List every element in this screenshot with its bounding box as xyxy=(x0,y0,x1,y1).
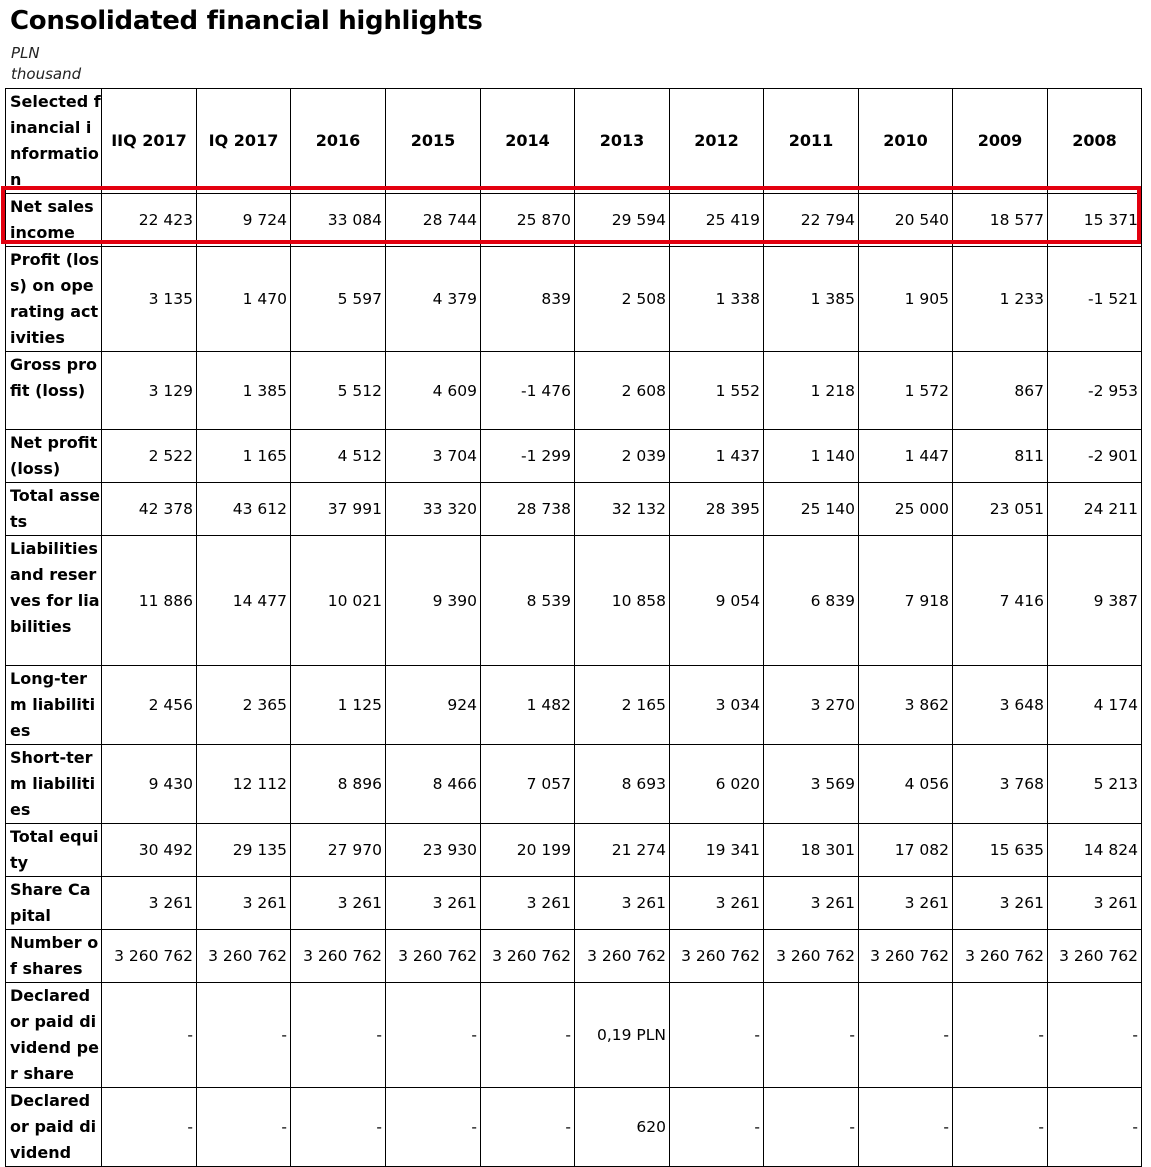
total-equity-row xyxy=(6,824,1142,877)
table-cell: -2 953 xyxy=(1048,352,1142,430)
table-cell: 3 260 762 xyxy=(102,930,197,983)
table-cell: 811 xyxy=(953,430,1048,483)
table-cell: 33 320 xyxy=(386,483,481,536)
table-cell: 9 430 xyxy=(102,745,197,824)
table-cell: 43 612 xyxy=(197,483,291,536)
table-cell: 18 577 xyxy=(953,194,1048,247)
table-cell: 32 132 xyxy=(575,483,670,536)
table-cell: - xyxy=(764,983,859,1088)
table-cell: 2 608 xyxy=(575,352,670,430)
table-cell: 2 039 xyxy=(575,430,670,483)
row-label: Declared or paid dividend per share xyxy=(6,983,102,1088)
table-cell: 3 260 762 xyxy=(386,930,481,983)
table-cell: 33 084 xyxy=(291,194,386,247)
row-label: Share Capital xyxy=(6,877,102,930)
table-cell: 1 385 xyxy=(197,352,291,430)
table-cell: 9 390 xyxy=(386,536,481,666)
table-cell: 3 261 xyxy=(575,877,670,930)
table-cell: 12 112 xyxy=(197,745,291,824)
table-cell: 29 135 xyxy=(197,824,291,877)
table-cell: 620 xyxy=(575,1088,670,1167)
row-label: Total assets xyxy=(6,483,102,536)
table-cell: 3 260 762 xyxy=(291,930,386,983)
table-cell: - xyxy=(291,983,386,1088)
table-cell: 42 378 xyxy=(102,483,197,536)
dividend-row xyxy=(6,1088,1142,1167)
table-cell: 2 508 xyxy=(575,247,670,352)
share-capital-row xyxy=(6,877,1142,930)
table-cell: - xyxy=(386,983,481,1088)
table-cell: 37 991 xyxy=(291,483,386,536)
table-cell: 3 261 xyxy=(481,877,575,930)
table-cell: 4 056 xyxy=(859,745,953,824)
table-cell: 1 140 xyxy=(764,430,859,483)
table-cell: - xyxy=(764,1088,859,1167)
number-of-shares-row xyxy=(6,930,1142,983)
row-label: Gross profit (loss) xyxy=(6,352,102,430)
table-cell: 7 057 xyxy=(481,745,575,824)
table-cell: 17 082 xyxy=(859,824,953,877)
table-cell: 28 738 xyxy=(481,483,575,536)
table-cell: 1 125 xyxy=(291,666,386,745)
table-cell: 3 704 xyxy=(386,430,481,483)
table-cell: 1 482 xyxy=(481,666,575,745)
table-cell: 3 260 762 xyxy=(1048,930,1142,983)
table-cell: - xyxy=(670,983,764,1088)
table-cell: 6 020 xyxy=(670,745,764,824)
table-cell: 3 261 xyxy=(953,877,1048,930)
row-label: Net sales income xyxy=(6,194,102,247)
table-cell: 3 260 762 xyxy=(859,930,953,983)
table-cell: 28 744 xyxy=(386,194,481,247)
net-sales-income-row xyxy=(6,194,1142,247)
table-cell: -1 299 xyxy=(481,430,575,483)
table-cell: 25 000 xyxy=(859,483,953,536)
table-cell: 3 261 xyxy=(1048,877,1142,930)
table-cell: 9 724 xyxy=(197,194,291,247)
table-cell: 8 539 xyxy=(481,536,575,666)
gross-profit-row xyxy=(6,352,1142,430)
table-cell: 20 199 xyxy=(481,824,575,877)
table-cell: 20 540 xyxy=(859,194,953,247)
table-cell: 3 261 xyxy=(859,877,953,930)
period-header: IIQ 2017 xyxy=(102,89,197,194)
table-cell: 14 477 xyxy=(197,536,291,666)
table-cell: 4 174 xyxy=(1048,666,1142,745)
table-cell: 25 140 xyxy=(764,483,859,536)
table-cell: - xyxy=(481,1088,575,1167)
table-cell: 3 862 xyxy=(859,666,953,745)
table-cell: 3 569 xyxy=(764,745,859,824)
table-cell: 2 165 xyxy=(575,666,670,745)
table-cell: 1 572 xyxy=(859,352,953,430)
table-cell: 3 261 xyxy=(670,877,764,930)
table-cell: - xyxy=(291,1088,386,1167)
table-cell: 27 970 xyxy=(291,824,386,877)
period-header: 2012 xyxy=(670,89,764,194)
table-cell: 4 379 xyxy=(386,247,481,352)
table-cell: -1 476 xyxy=(481,352,575,430)
table-cell: - xyxy=(197,983,291,1088)
table-cell: 25 870 xyxy=(481,194,575,247)
table-cell: 7 416 xyxy=(953,536,1048,666)
table-cell: 21 274 xyxy=(575,824,670,877)
period-header: IQ 2017 xyxy=(197,89,291,194)
table-cell: - xyxy=(670,1088,764,1167)
table-cell: - xyxy=(859,1088,953,1167)
table-cell: - xyxy=(953,1088,1048,1167)
table-cell: 1 470 xyxy=(197,247,291,352)
table-cell: - xyxy=(1048,1088,1142,1167)
table-cell: 3 270 xyxy=(764,666,859,745)
table-cell: - xyxy=(197,1088,291,1167)
table-cell: - xyxy=(953,983,1048,1088)
table-cell: 10 858 xyxy=(575,536,670,666)
table-cell: 9 054 xyxy=(670,536,764,666)
table-cell: 3 261 xyxy=(764,877,859,930)
period-header: 2013 xyxy=(575,89,670,194)
table-cell: 3 261 xyxy=(197,877,291,930)
table-cell: - xyxy=(481,983,575,1088)
table-cell: - xyxy=(102,983,197,1088)
table-cell: 3 261 xyxy=(291,877,386,930)
table-cell: 2 522 xyxy=(102,430,197,483)
table-cell: - xyxy=(102,1088,197,1167)
table-cell: 3 135 xyxy=(102,247,197,352)
table-cell: 15 371 xyxy=(1048,194,1142,247)
table-cell: 8 693 xyxy=(575,745,670,824)
table-cell: 8 466 xyxy=(386,745,481,824)
long-term-liabilities-row xyxy=(6,666,1142,745)
table-cell: 1 165 xyxy=(197,430,291,483)
table-cell: 23 930 xyxy=(386,824,481,877)
table-cell: 30 492 xyxy=(102,824,197,877)
table-cell: 6 839 xyxy=(764,536,859,666)
table-cell: 3 261 xyxy=(102,877,197,930)
table-cell: 19 341 xyxy=(670,824,764,877)
table-cell: 3 260 762 xyxy=(575,930,670,983)
table-cell: 1 905 xyxy=(859,247,953,352)
table-cell: 9 387 xyxy=(1048,536,1142,666)
net-profit-row xyxy=(6,430,1142,483)
dividend-per-share-row xyxy=(6,983,1142,1088)
table-cell: 2 456 xyxy=(102,666,197,745)
table-cell: 3 260 762 xyxy=(764,930,859,983)
table-cell: 4 609 xyxy=(386,352,481,430)
row-label: Liabilities and reserves for liabilities xyxy=(6,536,102,666)
row-label: Net profit (loss) xyxy=(6,430,102,483)
table-cell: 3 260 762 xyxy=(197,930,291,983)
table-cell: 14 824 xyxy=(1048,824,1142,877)
table-cell: 5 213 xyxy=(1048,745,1142,824)
operating-profit-row xyxy=(6,247,1142,352)
table-cell: 3 261 xyxy=(386,877,481,930)
table-cell: 1 447 xyxy=(859,430,953,483)
period-header: 2009 xyxy=(953,89,1048,194)
table-cell: 3 260 762 xyxy=(481,930,575,983)
table-cell: 1 437 xyxy=(670,430,764,483)
table-cell: 924 xyxy=(386,666,481,745)
table-cell: 3 768 xyxy=(953,745,1048,824)
period-header: 2010 xyxy=(859,89,953,194)
table-cell: 11 886 xyxy=(102,536,197,666)
table-cell: 1 338 xyxy=(670,247,764,352)
table-cell: 3 034 xyxy=(670,666,764,745)
table-cell: 22 423 xyxy=(102,194,197,247)
table-cell: 1 385 xyxy=(764,247,859,352)
liabilities-row xyxy=(6,536,1142,666)
table-cell: 18 301 xyxy=(764,824,859,877)
table-cell: - xyxy=(859,983,953,1088)
table-cell: 22 794 xyxy=(764,194,859,247)
table-cell: 23 051 xyxy=(953,483,1048,536)
table-cell: 5 512 xyxy=(291,352,386,430)
table-cell: 10 021 xyxy=(291,536,386,666)
row-label: Long-term liabilities xyxy=(6,666,102,745)
row-label: Profit (loss) on operating activities xyxy=(6,247,102,352)
table-cell: 3 648 xyxy=(953,666,1048,745)
table-cell: 3 260 762 xyxy=(670,930,764,983)
table-cell: - xyxy=(386,1088,481,1167)
table-cell: 3 260 762 xyxy=(953,930,1048,983)
period-header: 2014 xyxy=(481,89,575,194)
table-cell: 15 635 xyxy=(953,824,1048,877)
period-header: 2011 xyxy=(764,89,859,194)
table-cell: 24 211 xyxy=(1048,483,1142,536)
page-title: Consolidated financial highlights xyxy=(10,6,483,36)
row-label: Declared or paid dividend xyxy=(6,1088,102,1167)
header-label: Selected financial information xyxy=(6,89,102,194)
financial-highlights-table xyxy=(5,88,1142,1167)
table-cell: 28 395 xyxy=(670,483,764,536)
table-cell: 1 233 xyxy=(953,247,1048,352)
table-cell: 5 597 xyxy=(291,247,386,352)
table-cell: 25 419 xyxy=(670,194,764,247)
period-header: 2015 xyxy=(386,89,481,194)
period-header: 2008 xyxy=(1048,89,1142,194)
table-cell: 4 512 xyxy=(291,430,386,483)
row-label: Number of shares xyxy=(6,930,102,983)
table-cell: 839 xyxy=(481,247,575,352)
table-cell: 3 129 xyxy=(102,352,197,430)
header-row xyxy=(6,89,1142,194)
table-cell: 29 594 xyxy=(575,194,670,247)
table-cell: 0,19 PLN xyxy=(575,983,670,1088)
units-caption: PLN thousand xyxy=(11,44,82,83)
table-cell: 2 365 xyxy=(197,666,291,745)
period-header: 2016 xyxy=(291,89,386,194)
short-term-liabilities-row xyxy=(6,745,1142,824)
table-cell: - xyxy=(1048,983,1142,1088)
table-cell: 1 552 xyxy=(670,352,764,430)
table-cell: 8 896 xyxy=(291,745,386,824)
row-label: Short-term liabilities xyxy=(6,745,102,824)
table-cell: 7 918 xyxy=(859,536,953,666)
table-cell: -2 901 xyxy=(1048,430,1142,483)
table-cell: -1 521 xyxy=(1048,247,1142,352)
table-cell: 867 xyxy=(953,352,1048,430)
table-cell: 1 218 xyxy=(764,352,859,430)
total-assets-row xyxy=(6,483,1142,536)
row-label: Total equity xyxy=(6,824,102,877)
